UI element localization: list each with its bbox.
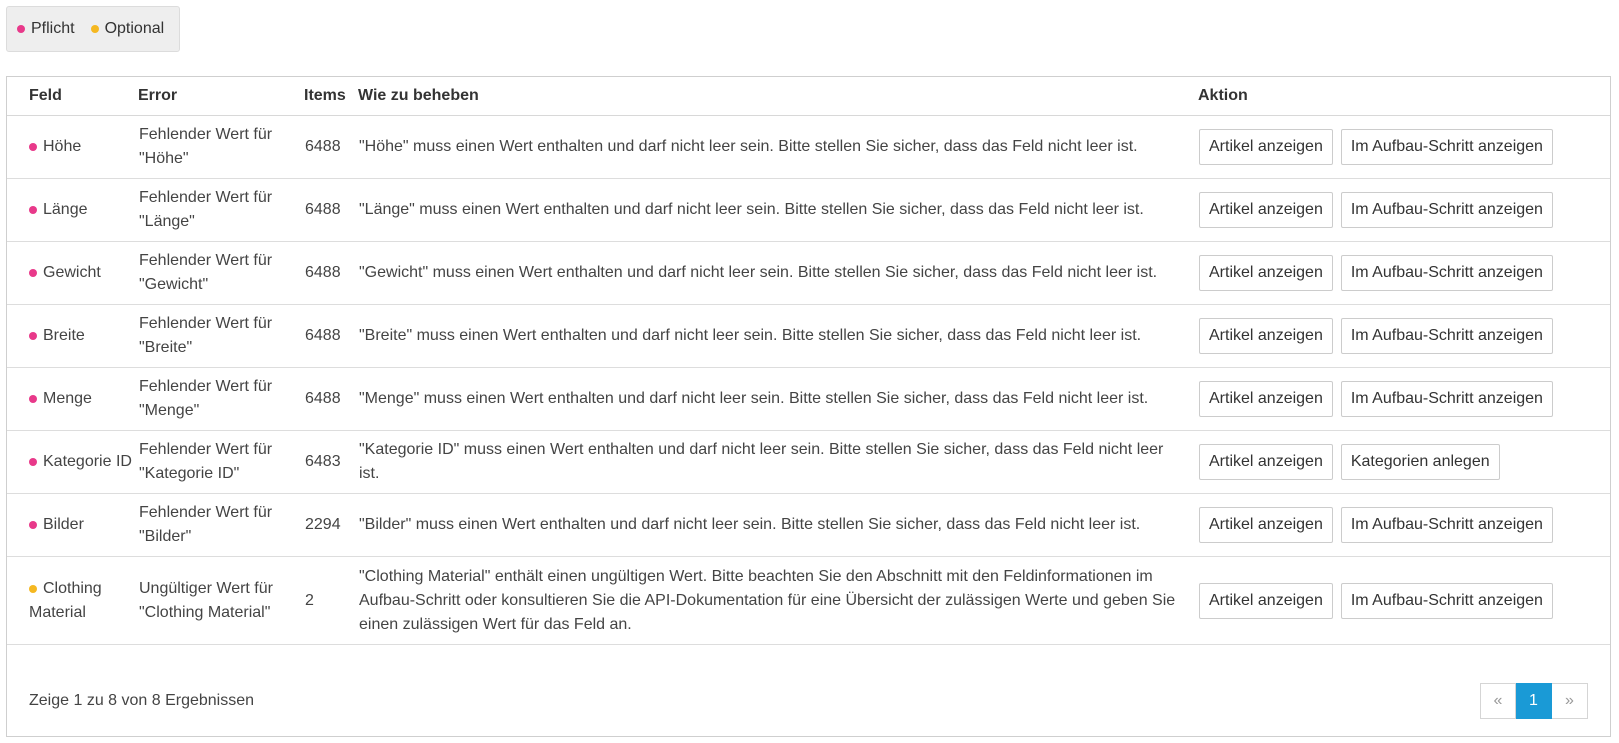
show-in-setup-step-button[interactable]: Im Aufbau-Schritt anzeigen (1341, 192, 1553, 228)
table-footer (7, 666, 1610, 736)
field-name: Höhe (43, 138, 82, 155)
required-dot-icon (29, 269, 37, 277)
required-dot-icon (29, 458, 37, 466)
cell-fix: "Clothing Material" enthält einen ungültigen Wert. Bitte beachten Sie den Abschnitt mit den Feldinformationen im Aufbau-Schritt oder konsultieren Sie die API-Dokumentation für eine Übersicht der zulässigen Werte und geben Sie einen zulässigen Wert für das Feld an. (359, 567, 1176, 633)
header-field: Feld (29, 87, 62, 104)
legend (6, 6, 180, 52)
pagination-next-button[interactable]: » (1552, 683, 1588, 719)
cell-action (1198, 368, 1610, 431)
required-dot-icon (17, 25, 25, 33)
legend-optional (91, 20, 165, 38)
cell-error: Fehlender Wert für "Gewicht" (139, 252, 273, 293)
cell-items: 6488 (305, 138, 341, 155)
field-name: Gewicht (43, 264, 101, 281)
required-dot-icon (29, 206, 37, 214)
required-dot-icon (29, 143, 37, 151)
show-in-setup-step-button[interactable]: Im Aufbau-Schritt anzeigen (1341, 583, 1553, 619)
cell-error: Fehlender Wert für "Bilder" (139, 504, 273, 545)
show-articles-button[interactable]: Artikel anzeigen (1199, 318, 1333, 354)
cell-items: 6488 (305, 264, 341, 281)
cell-items: 2 (305, 591, 314, 609)
cell-error: Fehlender Wert für "Länge" (139, 189, 273, 230)
show-in-setup-step-button[interactable]: Im Aufbau-Schritt anzeigen (1341, 129, 1553, 165)
field-name: Bilder (43, 516, 84, 533)
errors-table (7, 77, 1610, 645)
cell-fix: "Kategorie ID" muss einen Wert enthalten und darf nicht leer sein. Bitte stellen Sie sicher, dass das Feld nicht leer ist. (359, 441, 1164, 482)
legend-required (17, 20, 75, 38)
table-row (7, 116, 1610, 179)
cell-field (7, 116, 138, 179)
table-row (7, 242, 1610, 305)
header-action: Aktion (1198, 87, 1248, 104)
field-name: Menge (43, 390, 92, 407)
cell-error: Fehlender Wert für "Breite" (139, 315, 273, 356)
cell-action (1198, 305, 1610, 368)
show-in-setup-step-button[interactable]: Im Aufbau-Schritt anzeigen (1341, 255, 1553, 291)
table-row (7, 368, 1610, 431)
table-row (7, 179, 1610, 242)
show-articles-button[interactable]: Artikel anzeigen (1199, 444, 1333, 480)
create-categories-button[interactable]: Kategorien anlegen (1341, 444, 1500, 480)
show-in-setup-step-button[interactable]: Im Aufbau-Schritt anzeigen (1341, 381, 1553, 417)
cell-error: Fehlender Wert für "Menge" (139, 378, 273, 419)
legend-optional-label: Optional (104, 20, 165, 37)
cell-field (7, 305, 138, 368)
show-in-setup-step-button[interactable]: Im Aufbau-Schritt anzeigen (1341, 318, 1553, 354)
cell-field (7, 557, 138, 645)
header-items: Items (304, 87, 346, 104)
cell-action (1198, 242, 1610, 305)
cell-fix: "Bilder" muss einen Wert enthalten und darf nicht leer sein. Bitte stellen Sie sicher, dass das Feld nicht leer ist. (359, 516, 1141, 533)
field-name: Breite (43, 327, 85, 344)
cell-action (1198, 557, 1610, 645)
cell-items: 6483 (305, 453, 341, 470)
table-row (7, 557, 1610, 645)
cell-field (7, 242, 138, 305)
required-dot-icon (29, 395, 37, 403)
cell-fix: "Breite" muss einen Wert enthalten und darf nicht leer sein. Bitte stellen Sie sicher, dass das Feld nicht leer ist. (359, 327, 1142, 344)
cell-field (7, 179, 138, 242)
legend-required-label: Pflicht (31, 20, 75, 37)
optional-dot-icon (91, 25, 99, 33)
cell-error: Fehlender Wert für "Kategorie ID" (139, 441, 273, 482)
cell-error: Ungültiger Wert für "Clothing Material" (139, 579, 273, 621)
results-summary: Zeige 1 zu 8 von 8 Ergebnissen (29, 692, 255, 709)
cell-field (7, 431, 138, 494)
cell-items: 6488 (305, 390, 341, 407)
cell-items: 6488 (305, 327, 341, 344)
cell-fix: "Höhe" muss einen Wert enthalten und darf nicht leer sein. Bitte stellen Sie sicher, dass das Feld nicht leer ist. (359, 138, 1138, 155)
table-row (7, 494, 1610, 557)
field-name: Clothing Material (29, 579, 102, 621)
cell-field (7, 494, 138, 557)
cell-error: Fehlender Wert für "Höhe" (139, 126, 273, 167)
cell-fix: "Länge" muss einen Wert enthalten und darf nicht leer sein. Bitte stellen Sie sicher, dass das Feld nicht leer ist. (359, 201, 1144, 218)
cell-action (1198, 116, 1610, 179)
show-articles-button[interactable]: Artikel anzeigen (1199, 381, 1333, 417)
cell-items: 2294 (305, 516, 341, 533)
cell-field (7, 368, 138, 431)
show-articles-button[interactable]: Artikel anzeigen (1199, 192, 1333, 228)
header-error: Error (138, 87, 178, 104)
cell-fix: "Gewicht" muss einen Wert enthalten und darf nicht leer sein. Bitte stellen Sie sicher, dass das Feld nicht leer ist. (359, 264, 1158, 281)
cell-action (1198, 431, 1610, 494)
field-name: Kategorie ID (43, 453, 132, 470)
cell-fix: "Menge" muss einen Wert enthalten und darf nicht leer sein. Bitte stellen Sie sicher, dass das Feld nicht leer ist. (359, 390, 1149, 407)
show-articles-button[interactable]: Artikel anzeigen (1199, 507, 1333, 543)
show-articles-button[interactable]: Artikel anzeigen (1199, 583, 1333, 619)
table-row (7, 305, 1610, 368)
cell-action (1198, 494, 1610, 557)
show-articles-button[interactable]: Artikel anzeigen (1199, 129, 1333, 165)
pagination (1480, 683, 1588, 719)
field-name: Länge (43, 201, 88, 218)
pagination-prev-button[interactable]: « (1480, 683, 1516, 719)
errors-panel (6, 76, 1611, 737)
pagination-page-1[interactable]: 1 (1516, 683, 1552, 719)
required-dot-icon (29, 521, 37, 529)
header-fix: Wie zu beheben (358, 87, 479, 104)
table-header-row (7, 77, 1610, 116)
show-articles-button[interactable]: Artikel anzeigen (1199, 255, 1333, 291)
required-dot-icon (29, 332, 37, 340)
table-row (7, 431, 1610, 494)
cell-action (1198, 179, 1610, 242)
cell-items: 6488 (305, 201, 341, 218)
optional-dot-icon (29, 585, 37, 593)
show-in-setup-step-button[interactable]: Im Aufbau-Schritt anzeigen (1341, 507, 1553, 543)
